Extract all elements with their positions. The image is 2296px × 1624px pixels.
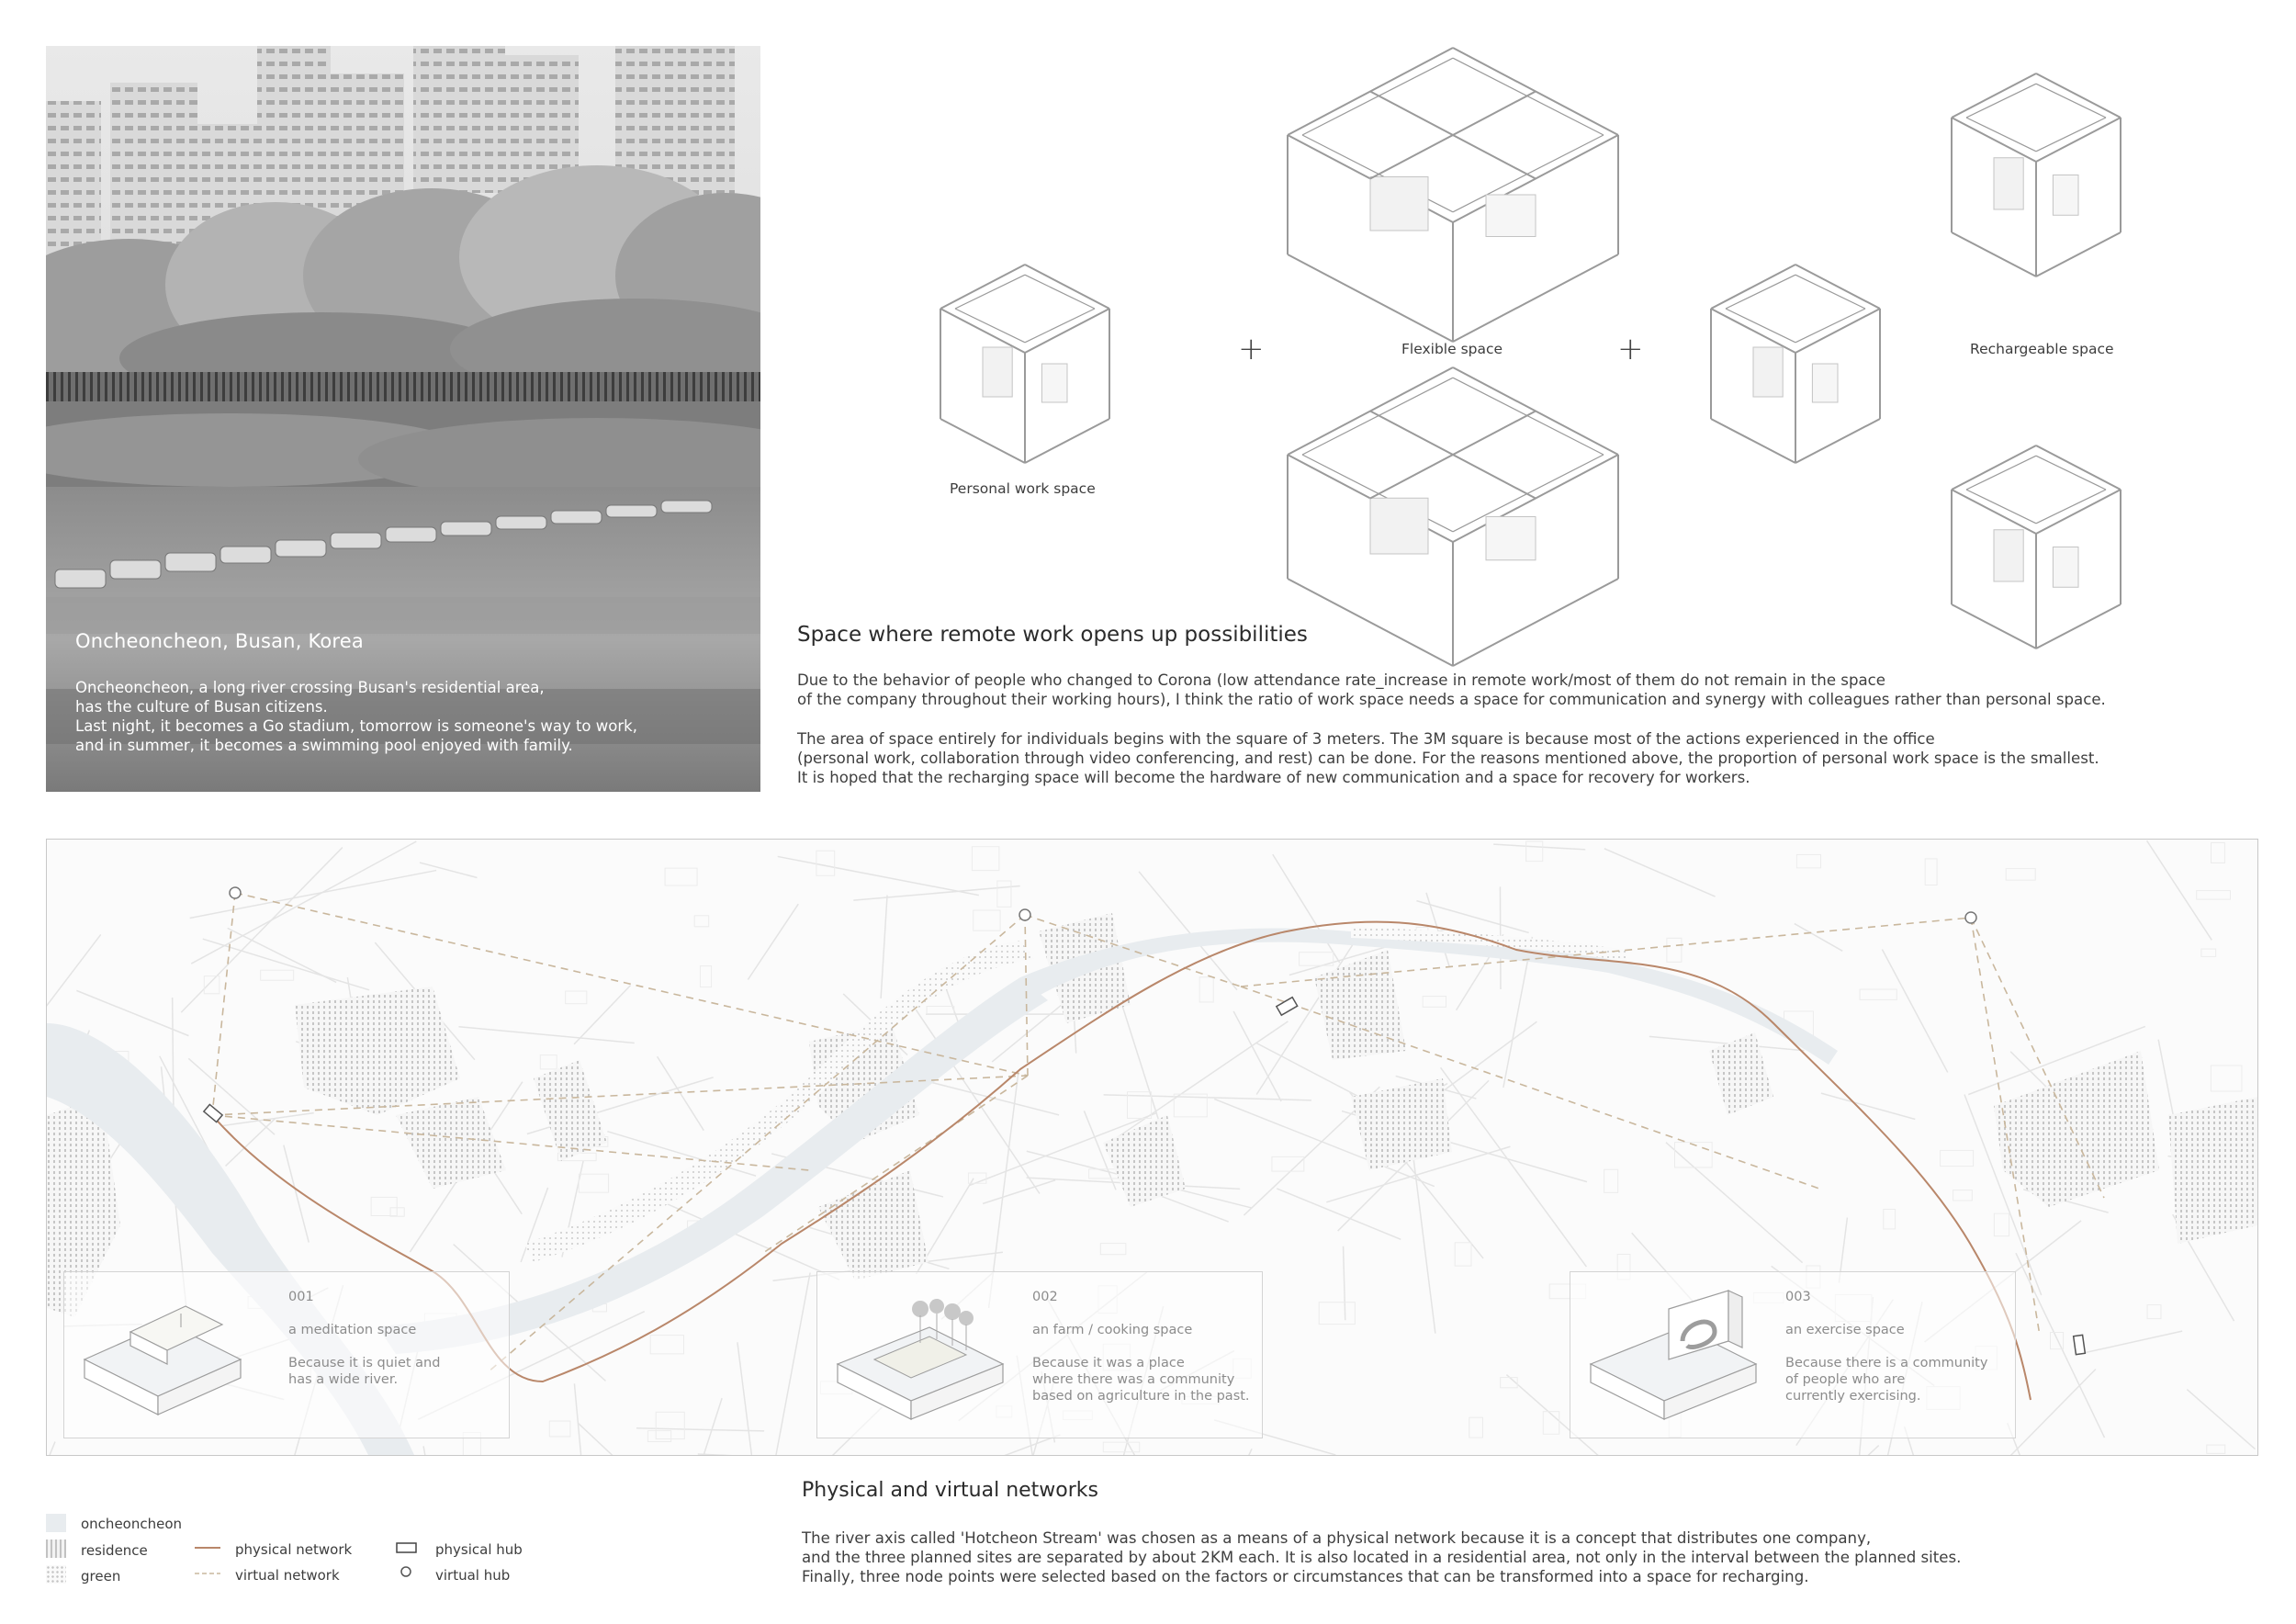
legend-virtual-network-label: virtual network (235, 1567, 340, 1584)
site-002-number: 002 (1032, 1290, 1058, 1304)
site-001-number: 001 (288, 1290, 314, 1304)
site-003-desc: Because there is a community (1785, 1356, 1988, 1370)
networks-heading: Physical and virtual networks (802, 1479, 1099, 1502)
legend-oncheoncheon-label: oncheoncheon (81, 1516, 183, 1532)
personal-work-cube (940, 265, 1109, 463)
plus-icon: + (1617, 331, 1644, 367)
photo-caption-line: Last night, it becomes a Go stadium, tomorrow is someone's way to work, (75, 717, 637, 735)
photo-caption-line: has the culture of Busan citizens. (75, 698, 328, 716)
remote-para2-line: It is hoped that the recharging space will become the hardware of new communication and a space for recovery for workers. (797, 769, 1750, 786)
remote-para1-line: Due to the behavior of people who changed to Corona (low attendance rate_increase in remote work/most of them do not remain in the space (797, 671, 1885, 689)
exercise-space-icon (1581, 1286, 1765, 1424)
photo-caption-line: Oncheoncheon, a long river crossing Busan's residential area, (75, 679, 545, 696)
remote-para2-line: The area of space entirely for individuals begins with the square of 3 meters. The 3M square is because most of the actions experienced in the office (797, 730, 1935, 748)
legend-virtual-hub-label: virtual hub (435, 1567, 511, 1584)
legend-green-label: green (81, 1568, 121, 1585)
personal-work-space-label: Personal work space (950, 480, 1096, 497)
meditation-space-icon (75, 1295, 250, 1424)
site-003-box (1570, 1271, 2016, 1438)
networks-line: and the three planned sites are separated by about 2KM each. It is also located in a residential area, not only in the interval between the planned sites. (802, 1549, 1962, 1566)
farm-cooking-space-icon (828, 1286, 1012, 1424)
site-001-desc: has a wide river. (288, 1372, 399, 1387)
site-002-desc: Because it was a place (1032, 1356, 1185, 1370)
virtual-hub-icon (399, 1564, 413, 1579)
networks-line: Finally, three node points were selected based on the factors or circumstances that can be transformed into a space for recharging. (802, 1568, 1809, 1585)
site-001-name: a meditation space (288, 1323, 417, 1337)
photo-caption-title: Oncheoncheon, Busan, Korea (75, 630, 364, 652)
site-003-desc: of people who are (1785, 1372, 1906, 1387)
rechargeable-cube-left (1711, 265, 1880, 463)
site-003-desc: currently exercising. (1785, 1389, 1921, 1404)
site-002-box (816, 1271, 1263, 1438)
flexible-cube-top (1288, 48, 1618, 342)
physical-hub-icon (395, 1541, 419, 1554)
flexible-space-label: Flexible space (1401, 341, 1503, 357)
site-001-box (63, 1271, 510, 1438)
remote-para2-line: (personal work, collaboration through video conferencing, and rest) can be done. For the reasons mentioned above, the proportion of personal work space is the smallest. (797, 750, 2099, 767)
rechargeable-space-label: Rechargeable space (1970, 341, 2114, 357)
virtual-hub-icon (230, 887, 241, 898)
plus-icon: + (1238, 331, 1265, 367)
rechargeable-cube-top (1952, 73, 2121, 276)
network-map (46, 839, 2258, 1456)
virtual-hub-icon (1019, 909, 1030, 920)
legend-swatch-oncheoncheon (46, 1514, 66, 1532)
site-001-desc: Because it is quiet and (288, 1356, 441, 1370)
remote-work-heading: Space where remote work opens up possibilities (797, 623, 1308, 647)
legend-swatch-green (46, 1565, 66, 1584)
site-002-desc: based on agriculture in the past. (1032, 1389, 1250, 1404)
photo-caption-line: and in summer, it becomes a swimming pool enjoyed with family. (75, 737, 573, 754)
space-diagram (0, 0, 2296, 698)
site-002-desc: where there was a community (1032, 1372, 1235, 1387)
legend-residence-label: residence (81, 1542, 148, 1559)
networks-line: The river axis called 'Hotcheon Stream' was chosen as a means of a physical network because it is a concept that distributes one company, (802, 1529, 1872, 1547)
legend-physical-network-label: physical network (235, 1541, 353, 1558)
remote-para1-line: of the company throughout their working hours), I think the ratio of work space needs a space for communication and synergy with colleagues rather than personal space. (797, 691, 2106, 708)
flexible-cube-bottom (1288, 367, 1618, 666)
physical-network-line-icon (195, 1543, 222, 1552)
virtual-hub-icon (1965, 912, 1976, 923)
site-003-name: an exercise space (1785, 1323, 1905, 1337)
rechargeable-cube-bottom (1952, 445, 2121, 648)
physical-hub-icon (204, 1104, 222, 1122)
virtual-network-line-icon (195, 1569, 222, 1578)
physical-hub-icon (2074, 1335, 2086, 1354)
site-002-name: an farm / cooking space (1032, 1323, 1193, 1337)
site-003-number: 003 (1785, 1290, 1811, 1304)
legend-swatch-residence (46, 1539, 66, 1558)
legend-physical-hub-label: physical hub (435, 1541, 523, 1558)
